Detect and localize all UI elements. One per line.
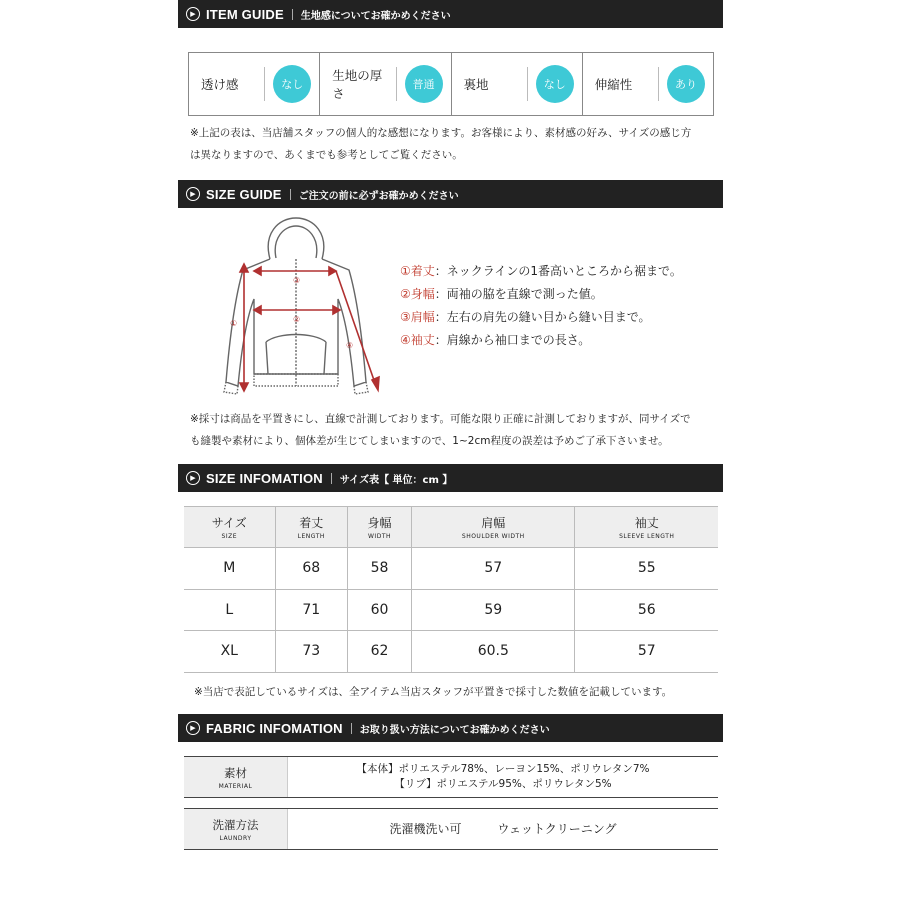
table-row: L 71 60 59 56 (184, 589, 718, 631)
size-info-title: SIZE INFOMATION (206, 470, 323, 486)
hoodie-diagram (208, 214, 383, 396)
divider (351, 723, 352, 734)
size-info-subtitle: サイズ表【 単位：cm 】 (339, 474, 453, 486)
desc-length: ①着丈：ネックラインの1番高いところから裾まで。 (400, 264, 682, 278)
size-guide-header (178, 180, 723, 208)
material-row (184, 756, 718, 798)
size-guide-title: SIZE GUIDE (206, 186, 282, 202)
size-info-note: ※当店で表記しているサイズは、全アイテム当店スタッフが平置きで採寸した数値を記載しています。 (194, 686, 673, 698)
table-row: M 68 58 57 55 (184, 548, 718, 590)
material-content: 【本体】ポリエステル78%、レーヨン15%、ポリウレタン7% 【リブ】ポリエステル95%、ポリウレタン5% (356, 763, 650, 790)
desc-sleeve: ④袖丈：肩線から袖口までの長さ。 (400, 333, 591, 347)
chevron-right-icon: ▶ (186, 187, 200, 201)
guide-badge: あり (667, 65, 705, 103)
guide-cell-stretch (583, 53, 713, 115)
desc-shoulder: ③肩幅：左右の肩先の縫い目から縫い目まで。 (400, 310, 651, 324)
table-header-row (184, 507, 718, 548)
guide-cell-lining (452, 53, 583, 115)
divider (290, 189, 291, 200)
laundry-header: 洗濯方法 LAUNDRY (184, 809, 288, 849)
svg-text:③: ③ (293, 276, 301, 285)
measurement-lines (240, 264, 379, 391)
item-guide-title: ITEM GUIDE (206, 6, 284, 22)
size-guide-descriptions (400, 260, 682, 352)
header-sleeve: 袖丈 SLEEVE LENGTH (575, 507, 718, 548)
size-table (184, 506, 718, 673)
product-info-page (178, 0, 723, 900)
item-guide-table (188, 52, 714, 116)
chevron-right-icon: ▶ (186, 721, 200, 735)
header-size: サイズ SIZE (184, 507, 275, 548)
header-shoulder: 肩幅 SHOULDER WIDTH (412, 507, 575, 548)
svg-text:①: ① (230, 319, 238, 328)
guide-label: 生地の厚さ (332, 68, 383, 101)
divider (292, 9, 293, 20)
table-row: XL 73 62 60.5 57 (184, 631, 718, 673)
guide-badge: 普通 (405, 65, 443, 103)
guide-label: 透け感 (201, 77, 239, 92)
svg-text:④: ④ (346, 341, 354, 350)
guide-badge: なし (536, 65, 574, 103)
desc-width: ②身幅：両袖の脇を直線で測った値。 (400, 287, 603, 301)
guide-badge: なし (273, 65, 311, 103)
svg-text:②: ② (293, 315, 301, 324)
size-info-header (178, 464, 723, 492)
fabric-header (178, 714, 723, 742)
size-guide-note: ※採寸は商品を平置きにし、直線で計測しております。可能な限り正確に計測しておりますが、同サイズで も縫製や素材により、個体差が生じてしまいますので、1~2cm程度の誤差は予めご了承下さいませ。 (190, 413, 691, 447)
guide-cell-sheerness (189, 53, 320, 115)
header-length: 着丈 LENGTH (275, 507, 347, 548)
material-header: 素材 MATERIAL (184, 757, 288, 797)
fabric-subtitle: お取り扱い方法についてお確かめください (359, 724, 550, 736)
guide-label: 裏地 (463, 77, 489, 92)
item-guide-subtitle: 生地感についてお確かめください (300, 10, 451, 22)
guide-label: 伸縮性 (594, 77, 633, 92)
laundry-content: 洗濯機洗い可 ウェットクリーニング (389, 821, 617, 836)
hoodie-outline-icon (224, 218, 368, 394)
header-width: 身幅 WIDTH (347, 507, 411, 548)
fabric-title: FABRIC INFOMATION (206, 720, 343, 736)
divider (331, 473, 332, 484)
guide-cell-thickness (320, 53, 451, 115)
chevron-right-icon: ▶ (186, 471, 200, 485)
size-guide-subtitle: ご注文の前に必ずお確かめください (298, 190, 459, 202)
laundry-row (184, 808, 718, 850)
item-guide-note: ※上記の表は、当店舗スタッフの個人的な感想になります。お客様により、素材感の好み、サイズの感じ方 は異なりますので、あくまでも参考としてご覧ください。 (190, 127, 692, 161)
chevron-right-icon: ▶ (186, 7, 200, 21)
item-guide-header (178, 0, 723, 28)
